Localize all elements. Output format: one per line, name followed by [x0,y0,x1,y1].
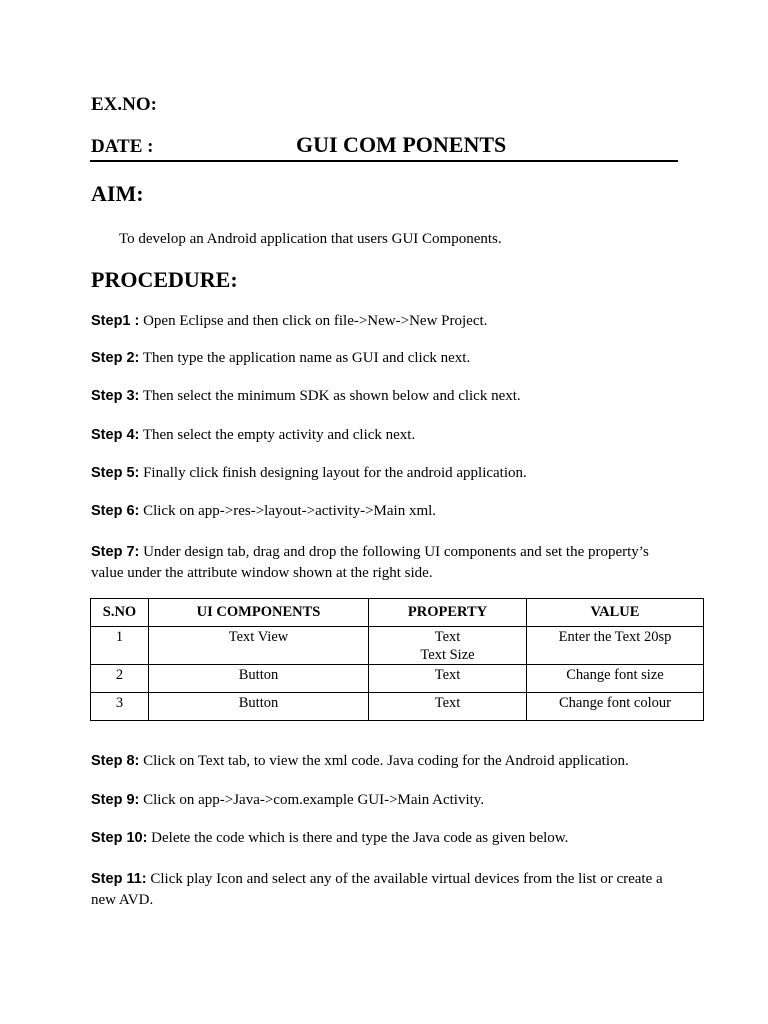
step-label: Step1 : [91,313,140,329]
step-5 [91,465,527,482]
step-text: Click play Icon and select any of the available virtual devices from the list or create a new AVD. [91,871,663,908]
step-7 [91,542,681,584]
table-row [91,693,704,721]
table-header-cell: PROPERTY [369,599,527,627]
property-line: Text [434,667,461,683]
aim-text: To develop an Android application that users GUI Components. [119,231,502,247]
step-label: Step 5: [91,465,140,481]
step-label: Step 4: [91,427,140,443]
step-text: Finally click finish designing layout for the android application. [139,465,527,481]
step-label: Step 6: [91,503,140,519]
step-label: Step 10: [91,830,148,846]
step-text: Then select the minimum SDK as shown below and click next. [139,388,521,404]
step-label: Step 11: [91,871,147,887]
step-6 [91,503,436,520]
step-label: Step 9: [91,792,140,808]
step-label: Step 8: [91,753,140,769]
table-cell-value: Enter the Text 20sp [527,627,704,665]
step-text: Click on app->Java->com.example GUI->Main Activity. [139,792,485,808]
step-11 [91,869,681,911]
table-header-cell: S.NO [91,599,149,627]
step-text: Then type the application name as GUI and click next. [139,350,471,366]
table-cell-sno: 3 [91,693,149,721]
step-1 [91,313,487,330]
table-cell-component: Button [149,665,369,693]
step-3 [91,388,521,405]
step-8 [91,753,629,770]
table-row [91,627,704,665]
table-cell-property [369,665,527,693]
step-2 [91,350,470,367]
table-cell-sno: 2 [91,665,149,693]
table-cell-component: Button [149,693,369,721]
step-label: Step 3: [91,388,140,404]
table-cell-property [369,693,527,721]
property-line: Text [434,695,461,711]
step-text: Under design tab, drag and drop the following UI components and set the property’s value under the attribute window shown at the right side. [91,544,649,581]
table-cell-component: Text View [149,627,369,665]
step-text: Delete the code which is there and type the Java code as given below. [147,830,569,846]
property-line: Text Size [420,647,475,663]
step-text: Click on Text tab, to view the xml code. Java coding for the Android application. [139,753,629,769]
ui-components-table [90,598,704,721]
table-header-cell: UI COMPONENTS [149,599,369,627]
step-text: Open Eclipse and then click on file->New->New Project. [139,313,488,329]
table-row [91,665,704,693]
table-cell-value: Change font size [527,665,704,693]
table-cell-sno: 1 [91,627,149,665]
step-label: Step 2: [91,350,140,366]
page-title: GUI COM PONENTS [296,132,507,157]
date-label: DATE : [91,136,154,157]
step-text: Click on app->res->layout->activity->Main xml. [139,503,437,519]
property-line: Text [434,629,461,645]
step-text: Then select the empty activity and click next. [139,427,416,443]
table-cell-value: Change font colour [527,693,704,721]
exercise-number-label: EX.NO: [91,94,157,115]
step-4 [91,427,415,444]
table-cell-property [369,627,527,665]
step-10 [91,830,568,847]
table-header-row [91,599,704,627]
procedure-heading: PROCEDURE: [91,267,238,292]
step-label: Step 7: [91,544,140,560]
step-9 [91,792,484,809]
aim-heading: AIM: [91,181,144,206]
title-underline [90,160,678,162]
table-header-cell: VALUE [527,599,704,627]
